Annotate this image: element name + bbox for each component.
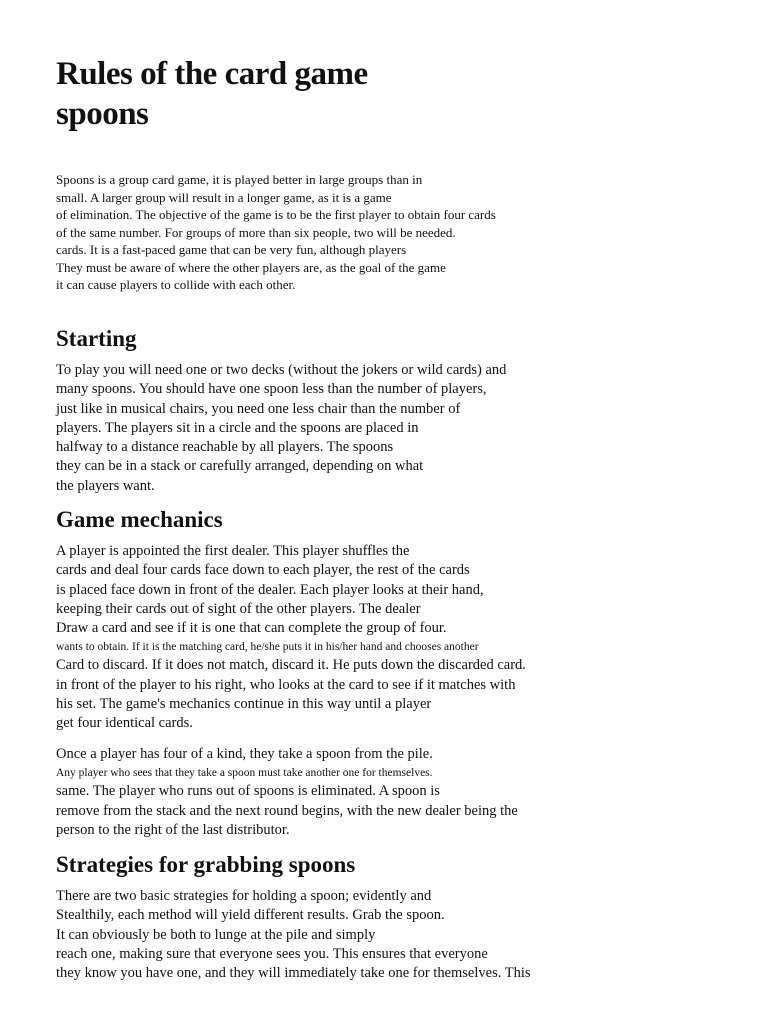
text-line: cards and deal four cards face down to each player, the rest of the cards xyxy=(56,562,470,579)
text-line: There are two basic strategies for holding a spoon; evidently and xyxy=(56,888,432,904)
text-line: Once a player has four of a kind, they take a spoon from the pile. xyxy=(56,746,433,762)
text-line: Card to discard. If it does not match, discard it. He puts down the discarded card. xyxy=(56,657,526,674)
section-heading-game-mechanics: Game mechanics xyxy=(56,507,223,532)
text-line: Spoons is a group card game, it is played better in large groups than in xyxy=(56,172,423,187)
text-line: players. The players sit in a circle and the spoons are placed in xyxy=(56,419,419,436)
text-line: in front of the player to his right, who looks at the card to see if it matches with xyxy=(56,676,516,693)
mechanics-paragraph-2 xyxy=(56,745,518,840)
intro-paragraph xyxy=(56,171,496,294)
page-title-line: spoons xyxy=(56,96,149,132)
mechanics-paragraph-1 xyxy=(56,542,526,734)
text-line: small. A larger group will result in a longer game, as it is a game xyxy=(56,189,392,205)
section-heading-strategies: Strategies for grabbing spoons xyxy=(56,852,356,877)
section-heading-starting: Starting xyxy=(56,326,137,351)
text-line: is placed face down in front of the dealer. Each player looks at their hand, xyxy=(56,581,484,598)
text-line: Draw a card and see if it is one that can complete the group of four. xyxy=(56,620,447,637)
text-line: person to the right of the last distributor. xyxy=(56,821,290,838)
text-line: many spoons. You should have one spoon less than the number of players, xyxy=(56,381,487,398)
text-line: reach one, making sure that everyone sees you. This ensures that everyone xyxy=(56,945,488,962)
text-line: his set. The game's mechanics continue in this way until a player xyxy=(56,696,432,713)
text-line: just like in musical chairs, you need one less chair than the number of xyxy=(56,400,461,417)
text-line: they can be in a stack or carefully arranged, depending on what xyxy=(56,458,424,475)
text-line: A player is appointed the first dealer. This player shuffles the xyxy=(56,543,410,559)
text-line: To play you will need one or two decks (without the jokers or wild cards) and xyxy=(56,362,507,378)
text-line: It can obviously be both to lunge at the pile and simply xyxy=(56,926,376,943)
text-line: of elimination. The objective of the game is to be the first player to obtain four cards xyxy=(56,207,496,222)
starting-paragraph xyxy=(56,361,506,496)
text-line: it can cause players to collide with each other. xyxy=(56,277,296,292)
page-title-line: Rules of the card game xyxy=(56,56,368,92)
text-line: same. The player who runs out of spoons is eliminated. A spoon is xyxy=(56,783,440,800)
text-line: remove from the stack and the next round begins, with the new dealer being the xyxy=(56,802,518,819)
text-line: of the same number. For groups of more than six people, two will be needed. xyxy=(56,224,456,240)
text-line: Stealthily, each method will yield different results. Grab the spoon. xyxy=(56,907,445,924)
text-line: the players want. xyxy=(56,477,155,494)
text-line: Any player who sees that they take a spoon must take another one for themselves. xyxy=(56,767,433,780)
text-line: get four identical cards. xyxy=(56,715,193,732)
page-title xyxy=(56,54,368,134)
text-line: cards. It is a fast-paced game that can be very fun, although players xyxy=(56,242,407,257)
text-line: they know you have one, and they will immediately take one for themselves. This xyxy=(56,965,531,982)
text-line: halfway to a distance reachable by all players. The spoons xyxy=(56,439,394,456)
text-line: keeping their cards out of sight of the other players. The dealer xyxy=(56,600,421,617)
text-line: They must be aware of where the other players are, as the goal of the game xyxy=(56,259,446,275)
text-line: wants to obtain. If it is the matching card, he/she puts it in his/her hand and chooses another xyxy=(56,641,479,654)
strategies-paragraph xyxy=(56,887,531,983)
